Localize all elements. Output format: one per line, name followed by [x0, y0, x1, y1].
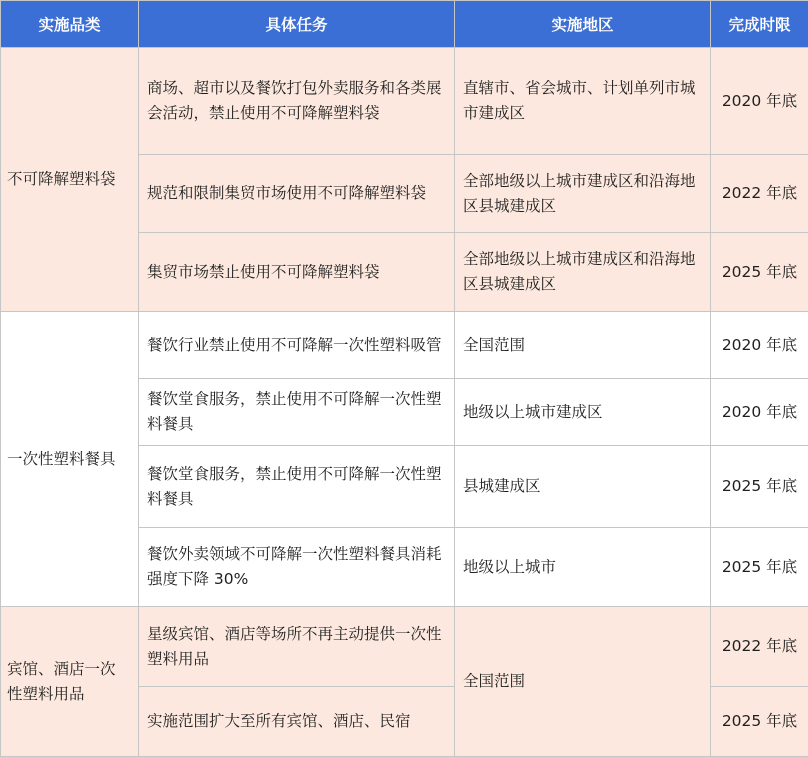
task-cell: 集贸市场禁止使用不可降解塑料袋 — [139, 233, 455, 312]
table-row — [1, 48, 808, 155]
header-task: 具体任务 — [139, 1, 455, 48]
header-category: 实施品类 — [1, 1, 139, 48]
task-cell: 星级宾馆、酒店等场所不再主动提供一次性塑料用品 — [139, 607, 455, 687]
deadline-cell: 2020 年底 — [711, 312, 808, 379]
task-cell: 实施范围扩大至所有宾馆、酒店、民宿 — [139, 687, 455, 757]
task-cell: 规范和限制集贸市场使用不可降解塑料袋 — [139, 155, 455, 233]
task-cell: 餐饮堂食服务，禁止使用不可降解一次性塑料餐具 — [139, 446, 455, 528]
region-cell: 直辖市、省会城市、计划单列市城市建成区 — [455, 48, 711, 155]
region-cell: 地级以上城市建成区 — [455, 379, 711, 446]
region-cell: 全国范围 — [455, 607, 711, 757]
task-cell: 餐饮外卖领域不可降解一次性塑料餐具消耗强度下降 30% — [139, 528, 455, 607]
table-row — [1, 607, 808, 687]
task-cell: 餐饮行业禁止使用不可降解一次性塑料吸管 — [139, 312, 455, 379]
deadline-cell: 2022 年底 — [711, 155, 808, 233]
region-cell: 全部地级以上城市建成区和沿海地区县城建成区 — [455, 233, 711, 312]
region-cell: 地级以上城市 — [455, 528, 711, 607]
region-cell: 县城建成区 — [455, 446, 711, 528]
deadline-cell: 2020 年底 — [711, 379, 808, 446]
header-region: 实施地区 — [455, 1, 711, 48]
table-row — [1, 312, 808, 379]
deadline-cell: 2025 年底 — [711, 233, 808, 312]
header-deadline: 完成时限 — [711, 1, 808, 48]
task-cell: 商场、超市以及餐饮打包外卖服务和各类展会活动，禁止使用不可降解塑料袋 — [139, 48, 455, 155]
category-cell: 一次性塑料餐具 — [1, 312, 139, 607]
region-cell: 全部地级以上城市建成区和沿海地区县城建成区 — [455, 155, 711, 233]
region-cell: 全国范围 — [455, 312, 711, 379]
category-cell: 不可降解塑料袋 — [1, 48, 139, 312]
deadline-cell: 2022 年底 — [711, 607, 808, 687]
deadline-cell: 2020 年底 — [711, 48, 808, 155]
deadline-cell: 2025 年底 — [711, 687, 808, 757]
category-cell: 宾馆、酒店一次性塑料用品 — [1, 607, 139, 757]
deadline-cell: 2025 年底 — [711, 528, 808, 607]
task-cell: 餐饮堂食服务，禁止使用不可降解一次性塑料餐具 — [139, 379, 455, 446]
header-row — [1, 1, 808, 48]
deadline-cell: 2025 年底 — [711, 446, 808, 528]
